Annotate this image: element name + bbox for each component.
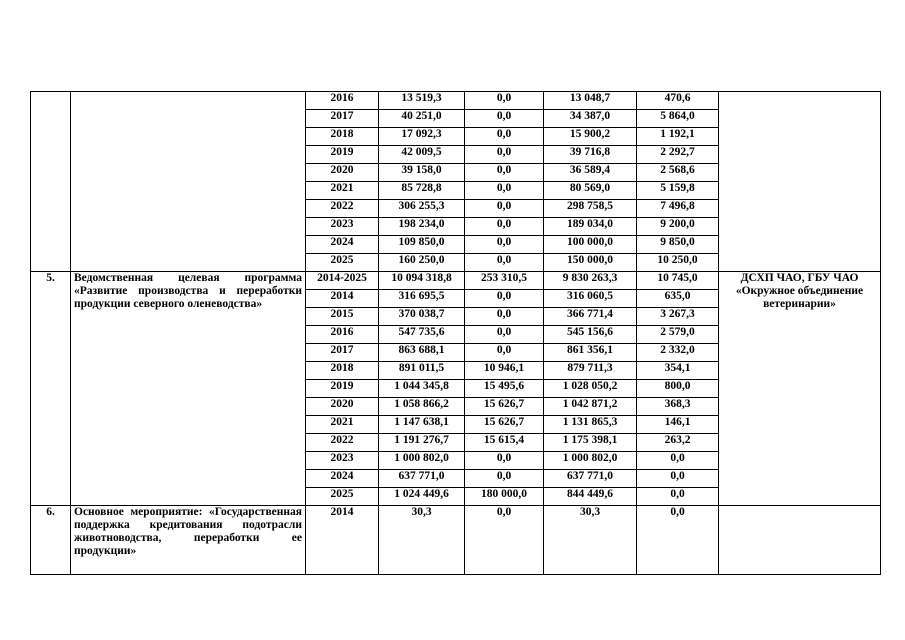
total-cell: 370 038,7 (379, 308, 465, 326)
total-cell: 85 728,8 (379, 182, 465, 200)
item-number: 6. (31, 506, 71, 575)
federal-budget-cell: 0,0 (465, 326, 544, 344)
regional-budget-cell: 545 156,6 (544, 326, 637, 344)
other-sources-cell: 368,3 (637, 398, 719, 416)
federal-budget-cell: 15 626,7 (465, 398, 544, 416)
regional-budget-cell: 316 060,5 (544, 290, 637, 308)
total-cell: 1 191 276,7 (379, 434, 465, 452)
federal-budget-cell: 0,0 (465, 218, 544, 236)
federal-budget-cell: 15 626,7 (465, 416, 544, 434)
other-sources-cell: 3 267,3 (637, 308, 719, 326)
total-cell: 1 044 345,8 (379, 380, 465, 398)
other-sources-cell: 0,0 (637, 488, 719, 506)
total-cell: 10 094 318,8 (379, 272, 465, 290)
total-cell: 1 147 638,1 (379, 416, 465, 434)
regional-budget-cell: 1 042 871,2 (544, 398, 637, 416)
federal-budget-cell: 0,0 (465, 344, 544, 362)
executor-cell (719, 506, 881, 575)
regional-budget-cell: 298 758,5 (544, 200, 637, 218)
total-cell: 13 519,3 (379, 92, 465, 110)
year-cell: 2024 (306, 236, 379, 254)
total-cell: 30,3 (379, 506, 465, 575)
year-cell: 2020 (306, 164, 379, 182)
other-sources-cell: 470,6 (637, 92, 719, 110)
other-sources-cell: 9 200,0 (637, 218, 719, 236)
federal-budget-cell: 0,0 (465, 452, 544, 470)
other-sources-cell: 5 864,0 (637, 110, 719, 128)
year-cell: 2021 (306, 182, 379, 200)
executor-cell (719, 92, 881, 272)
other-sources-cell: 354,1 (637, 362, 719, 380)
table-row (31, 92, 881, 110)
item-name: Ведомственная целевая программа «Развитие производства и переработки продукции северного оленеводства» (71, 272, 306, 506)
year-cell: 2016 (306, 92, 379, 110)
total-cell: 40 251,0 (379, 110, 465, 128)
year-cell: 2019 (306, 146, 379, 164)
other-sources-cell: 10 745,0 (637, 272, 719, 290)
federal-budget-cell: 0,0 (465, 182, 544, 200)
total-cell: 306 255,3 (379, 200, 465, 218)
other-sources-cell: 2 579,0 (637, 326, 719, 344)
regional-budget-cell: 13 048,7 (544, 92, 637, 110)
federal-budget-cell: 0,0 (465, 506, 544, 575)
regional-budget-cell: 844 449,6 (544, 488, 637, 506)
year-cell: 2025 (306, 488, 379, 506)
federal-budget-cell: 253 310,5 (465, 272, 544, 290)
year-cell: 2018 (306, 128, 379, 146)
total-cell: 547 735,6 (379, 326, 465, 344)
regional-budget-cell: 9 830 263,3 (544, 272, 637, 290)
federal-budget-cell: 0,0 (465, 164, 544, 182)
federal-budget-cell: 0,0 (465, 128, 544, 146)
regional-budget-cell: 80 569,0 (544, 182, 637, 200)
year-cell: 2014 (306, 290, 379, 308)
total-cell: 1 058 866,2 (379, 398, 465, 416)
total-cell: 198 234,0 (379, 218, 465, 236)
federal-budget-cell: 10 946,1 (465, 362, 544, 380)
regional-budget-cell: 1 175 398,1 (544, 434, 637, 452)
federal-budget-cell: 0,0 (465, 200, 544, 218)
table-row (31, 506, 881, 575)
federal-budget-cell: 0,0 (465, 254, 544, 272)
other-sources-cell: 0,0 (637, 452, 719, 470)
other-sources-cell: 2 332,0 (637, 344, 719, 362)
federal-budget-cell: 15 495,6 (465, 380, 544, 398)
regional-budget-cell: 100 000,0 (544, 236, 637, 254)
federal-budget-cell: 0,0 (465, 146, 544, 164)
regional-budget-cell: 366 771,4 (544, 308, 637, 326)
other-sources-cell: 10 250,0 (637, 254, 719, 272)
other-sources-cell: 0,0 (637, 470, 719, 488)
federal-budget-cell: 180 000,0 (465, 488, 544, 506)
other-sources-cell: 0,0 (637, 506, 719, 575)
federal-budget-cell: 0,0 (465, 92, 544, 110)
total-cell: 160 250,0 (379, 254, 465, 272)
year-cell: 2023 (306, 452, 379, 470)
year-cell: 2023 (306, 218, 379, 236)
regional-budget-cell: 1 028 050,2 (544, 380, 637, 398)
year-cell: 2024 (306, 470, 379, 488)
total-cell: 891 011,5 (379, 362, 465, 380)
federal-budget-cell: 0,0 (465, 110, 544, 128)
year-cell: 2022 (306, 434, 379, 452)
year-cell: 2018 (306, 362, 379, 380)
federal-budget-cell: 0,0 (465, 290, 544, 308)
regional-budget-cell: 861 356,1 (544, 344, 637, 362)
other-sources-cell: 2 292,7 (637, 146, 719, 164)
year-cell: 2020 (306, 398, 379, 416)
year-cell: 2017 (306, 110, 379, 128)
federal-budget-cell: 15 615,4 (465, 434, 544, 452)
other-sources-cell: 5 159,8 (637, 182, 719, 200)
federal-budget-cell: 0,0 (465, 308, 544, 326)
total-cell: 1 024 449,6 (379, 488, 465, 506)
total-cell: 42 009,5 (379, 146, 465, 164)
table-row (31, 272, 881, 290)
total-cell: 1 000 802,0 (379, 452, 465, 470)
other-sources-cell: 9 850,0 (637, 236, 719, 254)
total-cell: 109 850,0 (379, 236, 465, 254)
regional-budget-cell: 1 000 802,0 (544, 452, 637, 470)
total-cell: 637 771,0 (379, 470, 465, 488)
regional-budget-cell: 1 131 865,3 (544, 416, 637, 434)
other-sources-cell: 7 496,8 (637, 200, 719, 218)
regional-budget-cell: 150 000,0 (544, 254, 637, 272)
other-sources-cell: 2 568,6 (637, 164, 719, 182)
year-cell: 2017 (306, 344, 379, 362)
other-sources-cell: 635,0 (637, 290, 719, 308)
federal-budget-cell: 0,0 (465, 470, 544, 488)
year-cell: 2014-2025 (306, 272, 379, 290)
regional-budget-cell: 879 711,3 (544, 362, 637, 380)
regional-budget-cell: 34 387,0 (544, 110, 637, 128)
year-cell: 2021 (306, 416, 379, 434)
item-name (71, 92, 306, 272)
total-cell: 17 092,3 (379, 128, 465, 146)
regional-budget-cell: 637 771,0 (544, 470, 637, 488)
other-sources-cell: 800,0 (637, 380, 719, 398)
regional-budget-cell: 15 900,2 (544, 128, 637, 146)
year-cell: 2025 (306, 254, 379, 272)
federal-budget-cell: 0,0 (465, 236, 544, 254)
regional-budget-cell: 36 589,4 (544, 164, 637, 182)
executor-cell: ДСХП ЧАО, ГБУ ЧАО «Окружное объединение ветеринарии» (719, 272, 881, 506)
regional-budget-cell: 189 034,0 (544, 218, 637, 236)
other-sources-cell: 1 192,1 (637, 128, 719, 146)
regional-budget-cell: 30,3 (544, 506, 637, 575)
year-cell: 2015 (306, 308, 379, 326)
total-cell: 863 688,1 (379, 344, 465, 362)
regional-budget-cell: 39 716,8 (544, 146, 637, 164)
total-cell: 316 695,5 (379, 290, 465, 308)
item-number: 5. (31, 272, 71, 506)
other-sources-cell: 146,1 (637, 416, 719, 434)
total-cell: 39 158,0 (379, 164, 465, 182)
year-cell: 2022 (306, 200, 379, 218)
year-cell: 2016 (306, 326, 379, 344)
year-cell: 2014 (306, 506, 379, 575)
other-sources-cell: 263,2 (637, 434, 719, 452)
item-name: Основное мероприятие: «Государственная поддержка кредитования подотрасли животноводства, переработки ее продукции» (71, 506, 306, 575)
budget-table (30, 91, 881, 575)
table-body (31, 92, 881, 575)
item-number (31, 92, 71, 272)
year-cell: 2019 (306, 380, 379, 398)
